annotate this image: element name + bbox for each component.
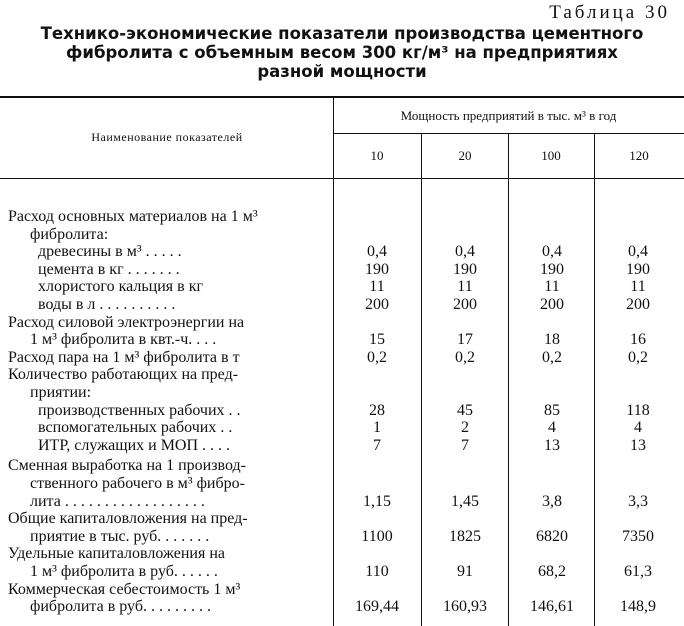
column-divider xyxy=(508,134,509,626)
row-label: ИТР, служащих и МОП . . . . xyxy=(38,436,231,454)
cell-value: 0,2 xyxy=(455,348,475,366)
header-capacity-20: 20 xyxy=(458,148,472,163)
row-label: хлористого кальция в кг xyxy=(38,278,204,296)
cell-value: 200 xyxy=(626,296,650,313)
cell-value: 11 xyxy=(457,278,473,296)
row-label: Расход основных материалов на 1 м³ xyxy=(8,208,258,225)
row-label: древесины в м³ . . . . . xyxy=(38,243,182,261)
cell-value: 7 xyxy=(373,436,381,454)
cell-value: 0,4 xyxy=(367,243,387,261)
cell-value: 7 xyxy=(461,436,469,454)
cell-value: 190 xyxy=(365,260,389,278)
cell-value: 15 xyxy=(369,331,385,349)
row-label: воды в л . . . . . . . . . . xyxy=(38,296,176,313)
cell-value: 190 xyxy=(540,260,564,278)
caption-line: фибролита с объемным весом 300 кг/м³ на предприятиях xyxy=(66,43,618,62)
cell-value: 0,4 xyxy=(542,243,562,261)
row-label: вспомогательных рабочих . . xyxy=(38,419,233,437)
cell-value: 4 xyxy=(548,419,556,437)
cell-value: 118 xyxy=(626,401,650,419)
cell-value: 200 xyxy=(365,296,389,313)
cell-value: 16 xyxy=(630,331,646,349)
cell-value: 169,44 xyxy=(355,598,399,616)
row-label: Удельные капиталовложения на xyxy=(8,545,226,563)
cell-value: 0,2 xyxy=(367,348,387,366)
header-bottom-rule xyxy=(0,178,684,179)
cell-value: 6820 xyxy=(536,527,568,545)
cell-value: 200 xyxy=(540,296,564,313)
row-label: цемента в кг . . . . . . . xyxy=(38,260,180,278)
cell-value: 1 xyxy=(373,419,381,437)
column-divider xyxy=(333,97,334,626)
cell-value: 61,3 xyxy=(624,563,652,580)
cell-value: 1,45 xyxy=(451,492,479,510)
cell-value: 17 xyxy=(457,331,473,349)
cell-value: 190 xyxy=(626,260,650,278)
cell-value: 0,2 xyxy=(542,348,562,366)
cell-value: 4 xyxy=(634,419,642,437)
cell-value: 0,2 xyxy=(628,348,648,366)
header-indicator-name: Наименование показателей xyxy=(91,130,243,144)
cell-value: 18 xyxy=(544,331,560,349)
cell-value: 68,2 xyxy=(538,563,566,580)
cell-value: 2 xyxy=(461,419,469,437)
row-label: 1 м³ фибролита в квт.-ч. . . . xyxy=(30,331,217,349)
row-label: Количество работающих на пред- xyxy=(8,366,239,384)
cell-value: 190 xyxy=(453,260,477,278)
cell-value: 13 xyxy=(544,436,560,454)
cell-value: 7350 xyxy=(622,527,654,545)
cell-value: 85 xyxy=(544,401,560,419)
row-label: Коммерческая себестоимость 1 м³ xyxy=(8,580,241,598)
cell-value: 160,93 xyxy=(443,598,487,616)
cell-value: 200 xyxy=(453,296,477,313)
row-label: Сменная выработка на 1 производ- xyxy=(8,457,247,475)
table-caption xyxy=(0,24,684,81)
cell-value: 0,4 xyxy=(455,243,475,261)
header-capacity-100: 100 xyxy=(541,148,561,163)
row-label: фибролита: xyxy=(30,225,109,243)
cell-value: 13 xyxy=(630,436,646,454)
row-label: приятие в тыс. руб. . . . . . . xyxy=(30,527,210,545)
row-label: Общие капиталовложения на пред- xyxy=(8,510,248,528)
cell-value: 1100 xyxy=(361,527,393,545)
row-label: Расход пара на 1 м³ фибролита в т xyxy=(8,348,240,366)
caption-line: Технико-экономические показатели производства цементного xyxy=(40,24,644,43)
row-label: 1 м³ фибролита в руб. . . . . . xyxy=(30,563,218,580)
header-group-rule xyxy=(333,133,684,134)
row-label: лита . . . . . . . . . . . . . . . . . . xyxy=(30,492,205,510)
header-capacity-group: Мощность предприятий в тыс. м³ в год xyxy=(400,108,617,123)
header-capacity-10: 10 xyxy=(370,148,384,163)
row-label: Расход силовой электроэнергии на xyxy=(8,313,245,331)
cell-value: 0,4 xyxy=(628,243,648,261)
cell-value: 45 xyxy=(457,401,473,419)
row-label: фибролита в руб. . . . . . . . . xyxy=(30,598,211,616)
table-top-rule xyxy=(0,96,684,98)
cell-value: 110 xyxy=(365,563,389,580)
cell-value: 11 xyxy=(369,278,385,296)
column-divider xyxy=(594,134,595,626)
header-capacity-120: 120 xyxy=(629,148,649,163)
cell-value: 146,61 xyxy=(530,598,574,616)
cell-value: 11 xyxy=(544,278,560,296)
table-number: Таблица 30 xyxy=(549,2,670,23)
cell-value: 1825 xyxy=(449,527,481,545)
column-divider xyxy=(421,134,422,626)
cell-value: 28 xyxy=(369,401,385,419)
cell-value: 148,9 xyxy=(620,598,656,616)
cell-value: 91 xyxy=(457,563,473,580)
caption-line: разной мощности xyxy=(257,62,427,81)
row-label: приятии: xyxy=(30,384,92,401)
row-label: производственных рабочих . . xyxy=(38,401,241,419)
cell-value: 1,15 xyxy=(363,492,391,510)
cell-value: 3,3 xyxy=(628,492,648,510)
cell-value: 3,8 xyxy=(542,492,562,510)
cell-value: 11 xyxy=(630,278,646,296)
row-label: ственного рабочего в м³ фибро- xyxy=(30,475,245,492)
